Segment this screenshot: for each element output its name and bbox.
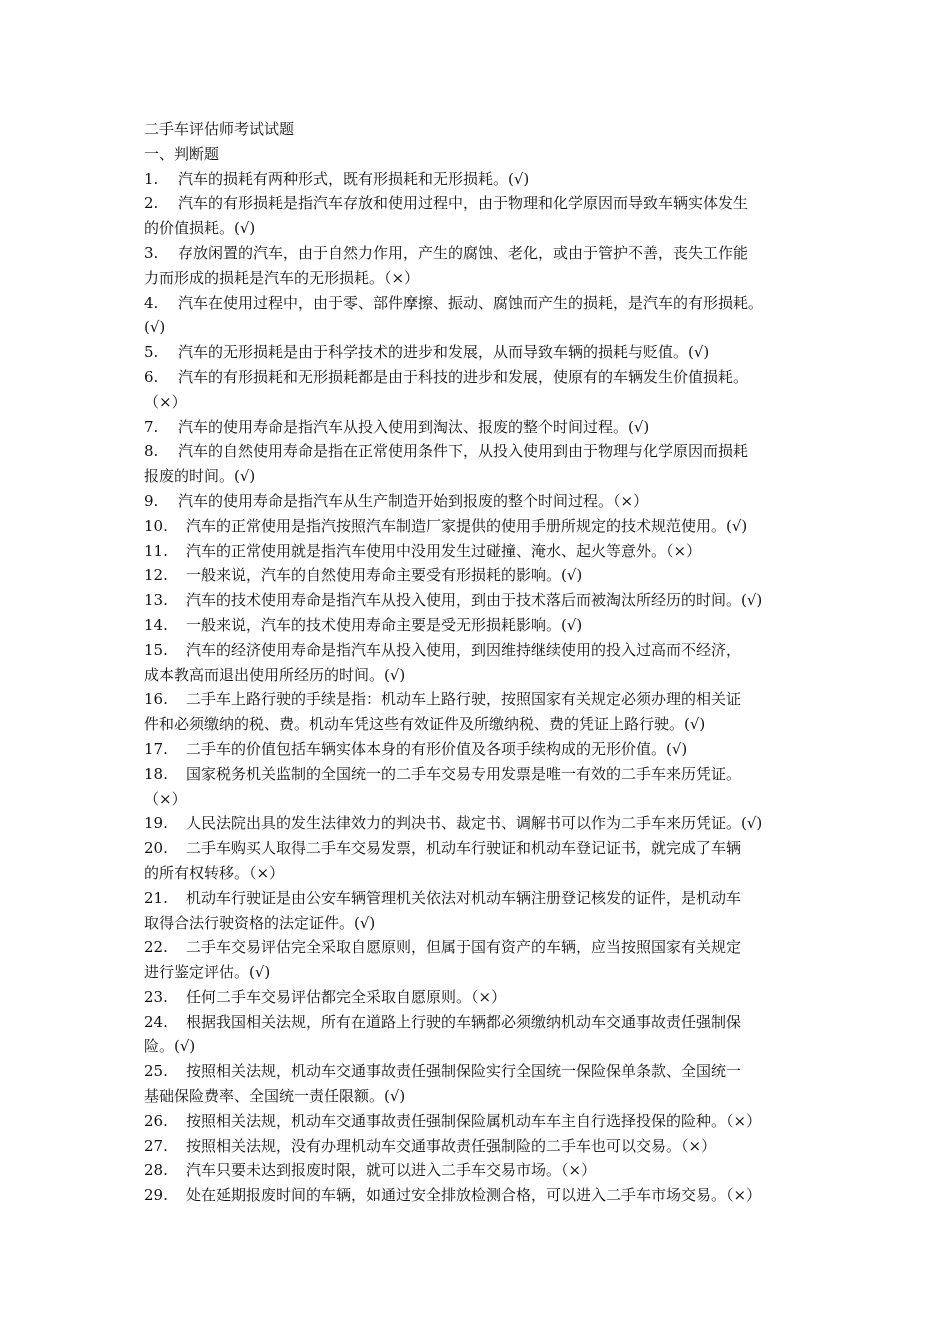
question-first-line [144, 935, 812, 960]
question-first-line [144, 737, 812, 762]
question-text: 按照相关法规，机动车交通事故责任强制保险实行全国统一保险保单条款、全国统一 [186, 1062, 742, 1081]
question-number: 8. [144, 442, 159, 461]
question-text: 取得合法行驶资格的法定证件。(√) [144, 913, 376, 932]
question-item [144, 687, 812, 737]
question-text: 汽车的使用寿命是指汽车从生产制造开始到报废的整个时间过程。（×） [178, 491, 649, 510]
question-text: 汽车的自然使用寿命是指在正常使用条件下，从投入使用到由于物理与化学原因而损耗 [178, 442, 749, 461]
question-continuation-line [144, 712, 812, 737]
question-text: 二手车的价值包括车辆实体本身的有形价值及各项手续构成的无形价值。(√) [186, 739, 688, 758]
question-first-line [144, 241, 812, 266]
question-number: 22. [144, 938, 168, 957]
question-item [144, 886, 812, 936]
question-first-line [144, 415, 812, 440]
question-number: 15. [144, 640, 168, 659]
question-number: 14. [144, 615, 168, 634]
question-item [144, 415, 812, 440]
question-text: 二手车交易评估完全采取自愿原则，但属于国有资产的车辆，应当按照国家有关规定 [186, 938, 742, 957]
question-first-line [144, 167, 812, 192]
question-item [144, 1059, 812, 1109]
question-first-line [144, 340, 812, 365]
question-continuation-line [144, 960, 812, 985]
question-number: 26. [144, 1111, 168, 1130]
question-text: 一般来说，汽车的自然使用寿命主要受有形损耗的影响。(√) [186, 566, 583, 585]
question-first-line [144, 563, 812, 588]
question-number: 12. [144, 566, 168, 585]
question-item [144, 811, 812, 836]
question-item [144, 539, 812, 564]
question-text: （×） [144, 392, 187, 411]
question-item [144, 439, 812, 489]
question-number: 7. [144, 417, 159, 436]
question-text: 成本教高而退出使用所经历的时间。(√) [144, 665, 406, 684]
question-item [144, 563, 812, 588]
question-text: 报废的时间。(√) [144, 467, 256, 486]
question-list [144, 167, 812, 1208]
question-continuation-line [144, 216, 812, 241]
question-first-line [144, 985, 812, 1010]
question-first-line [144, 762, 812, 787]
question-number: 10. [144, 516, 168, 535]
question-text: 按照相关法规，没有办理机动车交通事故责任强制险的二手车也可以交易。（×） [186, 1136, 717, 1155]
question-number: 23. [144, 987, 168, 1006]
question-continuation-line [144, 390, 812, 415]
question-continuation-line [144, 1084, 812, 1109]
question-text: 二手车购买人取得二手车交易发票，机动车行驶证和机动车登记证书，就完成了车辆 [186, 839, 742, 858]
question-text: 的所有权转移。（×） [144, 863, 285, 882]
question-first-line [144, 811, 812, 836]
question-first-line [144, 1134, 812, 1159]
question-continuation-line [144, 911, 812, 936]
document-title: 二手车评估师考试试题 [144, 120, 295, 138]
question-first-line [144, 365, 812, 390]
question-text: （×） [144, 789, 187, 808]
question-text: 汽车的无形损耗是由于科学技术的进步和发展，从而导致车辆的损耗与贬值。(√) [178, 343, 710, 362]
question-item [144, 613, 812, 638]
question-first-line [144, 1109, 812, 1134]
question-item [144, 191, 812, 241]
question-continuation-line [144, 266, 812, 291]
question-text: 险。(√) [144, 1037, 196, 1056]
question-first-line [144, 489, 812, 514]
question-text: 汽车的正常使用就是指汽车使用中没用发生过碰撞、淹水、起火等意外。（×） [186, 541, 702, 560]
section-heading: 一、判断题 [144, 144, 220, 163]
question-text: 基础保险费率、全国统一责任限额。(√) [144, 1087, 406, 1106]
question-first-line [144, 836, 812, 861]
question-number: 27. [144, 1136, 168, 1155]
question-item [144, 836, 812, 886]
question-number: 4. [144, 293, 159, 312]
question-item [144, 985, 812, 1010]
question-text: 汽车的正常使用是指汽按照汽车制造厂家提供的使用手册所规定的技术规范使用。(√) [186, 516, 748, 535]
question-item [144, 514, 812, 539]
question-first-line [144, 613, 812, 638]
question-first-line [144, 1059, 812, 1084]
question-number: 24. [144, 1012, 168, 1031]
question-text: 处在延期报废时间的车辆，如通过安全排放检测合格，可以进入二手车市场交易。（×） [186, 1186, 762, 1205]
question-number: 13. [144, 591, 168, 610]
question-number: 11. [144, 541, 168, 560]
question-item [144, 935, 812, 985]
question-text: 汽车在使用过程中，由于零、部件摩擦、振动、腐蚀而产生的损耗，是汽车的有形损耗。 [178, 293, 764, 312]
question-number: 18. [144, 764, 168, 783]
question-item [144, 241, 812, 291]
question-item [144, 340, 812, 365]
question-number: 1. [144, 169, 159, 188]
question-number: 25. [144, 1062, 168, 1081]
question-item [144, 1010, 812, 1060]
question-text: 的价值损耗。(√) [144, 219, 256, 238]
question-text: 人民法院出具的发生法律效力的判决书、裁定书、调解书可以作为二手车来历凭证。(√) [186, 814, 763, 833]
question-number: 20. [144, 839, 168, 858]
question-continuation-line [144, 861, 812, 886]
question-text: 汽车的经济使用寿命是指汽车从投入使用，到因维持继续使用的投入过高而不经济， [186, 640, 742, 659]
question-continuation-line [144, 663, 812, 688]
question-continuation-line [144, 787, 812, 812]
question-text: 根据我国相关法规，所有在道路上行驶的车辆都必须缴纳机动车交通事故责任强制保 [186, 1012, 742, 1031]
question-first-line [144, 539, 812, 564]
question-item [144, 638, 812, 688]
question-text: 二手车上路行驶的手续是指：机动车上路行驶，按照国家有关规定必须办理的相关证 [186, 690, 742, 709]
question-text: 汽车只要未达到报废时限，就可以进入二手车交易市场。（×） [186, 1161, 597, 1180]
question-number: 21. [144, 888, 168, 907]
question-number: 28. [144, 1161, 168, 1180]
question-number: 9. [144, 491, 159, 510]
question-text: 汽车的使用寿命是指汽车从投入使用到淘汰、报废的整个时间过程。(√) [178, 417, 650, 436]
question-first-line [144, 687, 812, 712]
question-text: (√) [144, 318, 166, 337]
question-number: 19. [144, 814, 168, 833]
question-text: 汽车的有形损耗是指汽车存放和使用过程中，由于物理和化学原因而导致车辆实体发生 [178, 194, 749, 213]
question-text: 汽车的技术使用寿命是指汽车从投入使用，到由于技术落后而被淘汰所经历的时间。(√) [186, 591, 763, 610]
question-item [144, 291, 812, 341]
question-first-line [144, 1183, 812, 1208]
question-text: 一般来说，汽车的技术使用寿命主要是受无形损耗影响。(√) [186, 615, 583, 634]
question-text: 汽车的有形损耗和无形损耗都是由于科技的进步和发展，使原有的车辆发生价值损耗。 [178, 367, 749, 386]
question-first-line [144, 588, 812, 613]
question-number: 29. [144, 1186, 168, 1205]
question-text: 按照相关法规，机动车交通事故责任强制保险属机动车车主自行选择投保的险种。（×） [186, 1111, 762, 1130]
question-item [144, 1183, 812, 1208]
question-number: 16. [144, 690, 168, 709]
question-text: 进行鉴定评估。(√) [144, 963, 271, 982]
question-continuation-line [144, 315, 812, 340]
question-item [144, 762, 812, 812]
question-continuation-line [144, 464, 812, 489]
document-page [144, 117, 812, 1208]
question-first-line [144, 1010, 812, 1035]
question-item [144, 489, 812, 514]
question-first-line [144, 191, 812, 216]
question-item [144, 1158, 812, 1183]
question-first-line [144, 439, 812, 464]
question-first-line [144, 886, 812, 911]
question-first-line [144, 514, 812, 539]
question-first-line [144, 638, 812, 663]
question-text: 件和必须缴纳的税、费。机动车凭这些有效证件及所缴纳税、费的凭证上路行驶。(√) [144, 715, 706, 734]
question-number: 5. [144, 343, 159, 362]
question-continuation-line [144, 1034, 812, 1059]
question-text: 任何二手车交易评估都完全采取自愿原则。（×） [186, 987, 507, 1006]
question-number: 17. [144, 739, 168, 758]
question-text: 力而形成的损耗是汽车的无形损耗。（×） [144, 268, 420, 287]
question-text: 存放闲置的汽车，由于自然力作用，产生的腐蚀、老化，或由于管护不善，丧失工作能 [178, 243, 749, 262]
question-first-line [144, 291, 812, 316]
question-item [144, 365, 812, 415]
question-number: 3. [144, 243, 159, 262]
question-item [144, 1109, 812, 1134]
question-item [144, 588, 812, 613]
question-item [144, 737, 812, 762]
question-number: 6. [144, 367, 159, 386]
question-item [144, 167, 812, 192]
question-text: 机动车行驶证是由公安车辆管理机关依法对机动车辆注册登记核发的证件，是机动车 [186, 888, 742, 907]
question-text: 汽车的损耗有两种形式，既有形损耗和无形损耗。(√) [178, 169, 530, 188]
question-number: 2. [144, 194, 159, 213]
question-text: 国家税务机关监制的全国统一的二手车交易专用发票是唯一有效的二手车来历凭证。 [186, 764, 742, 783]
question-item [144, 1134, 812, 1159]
question-first-line [144, 1158, 812, 1183]
